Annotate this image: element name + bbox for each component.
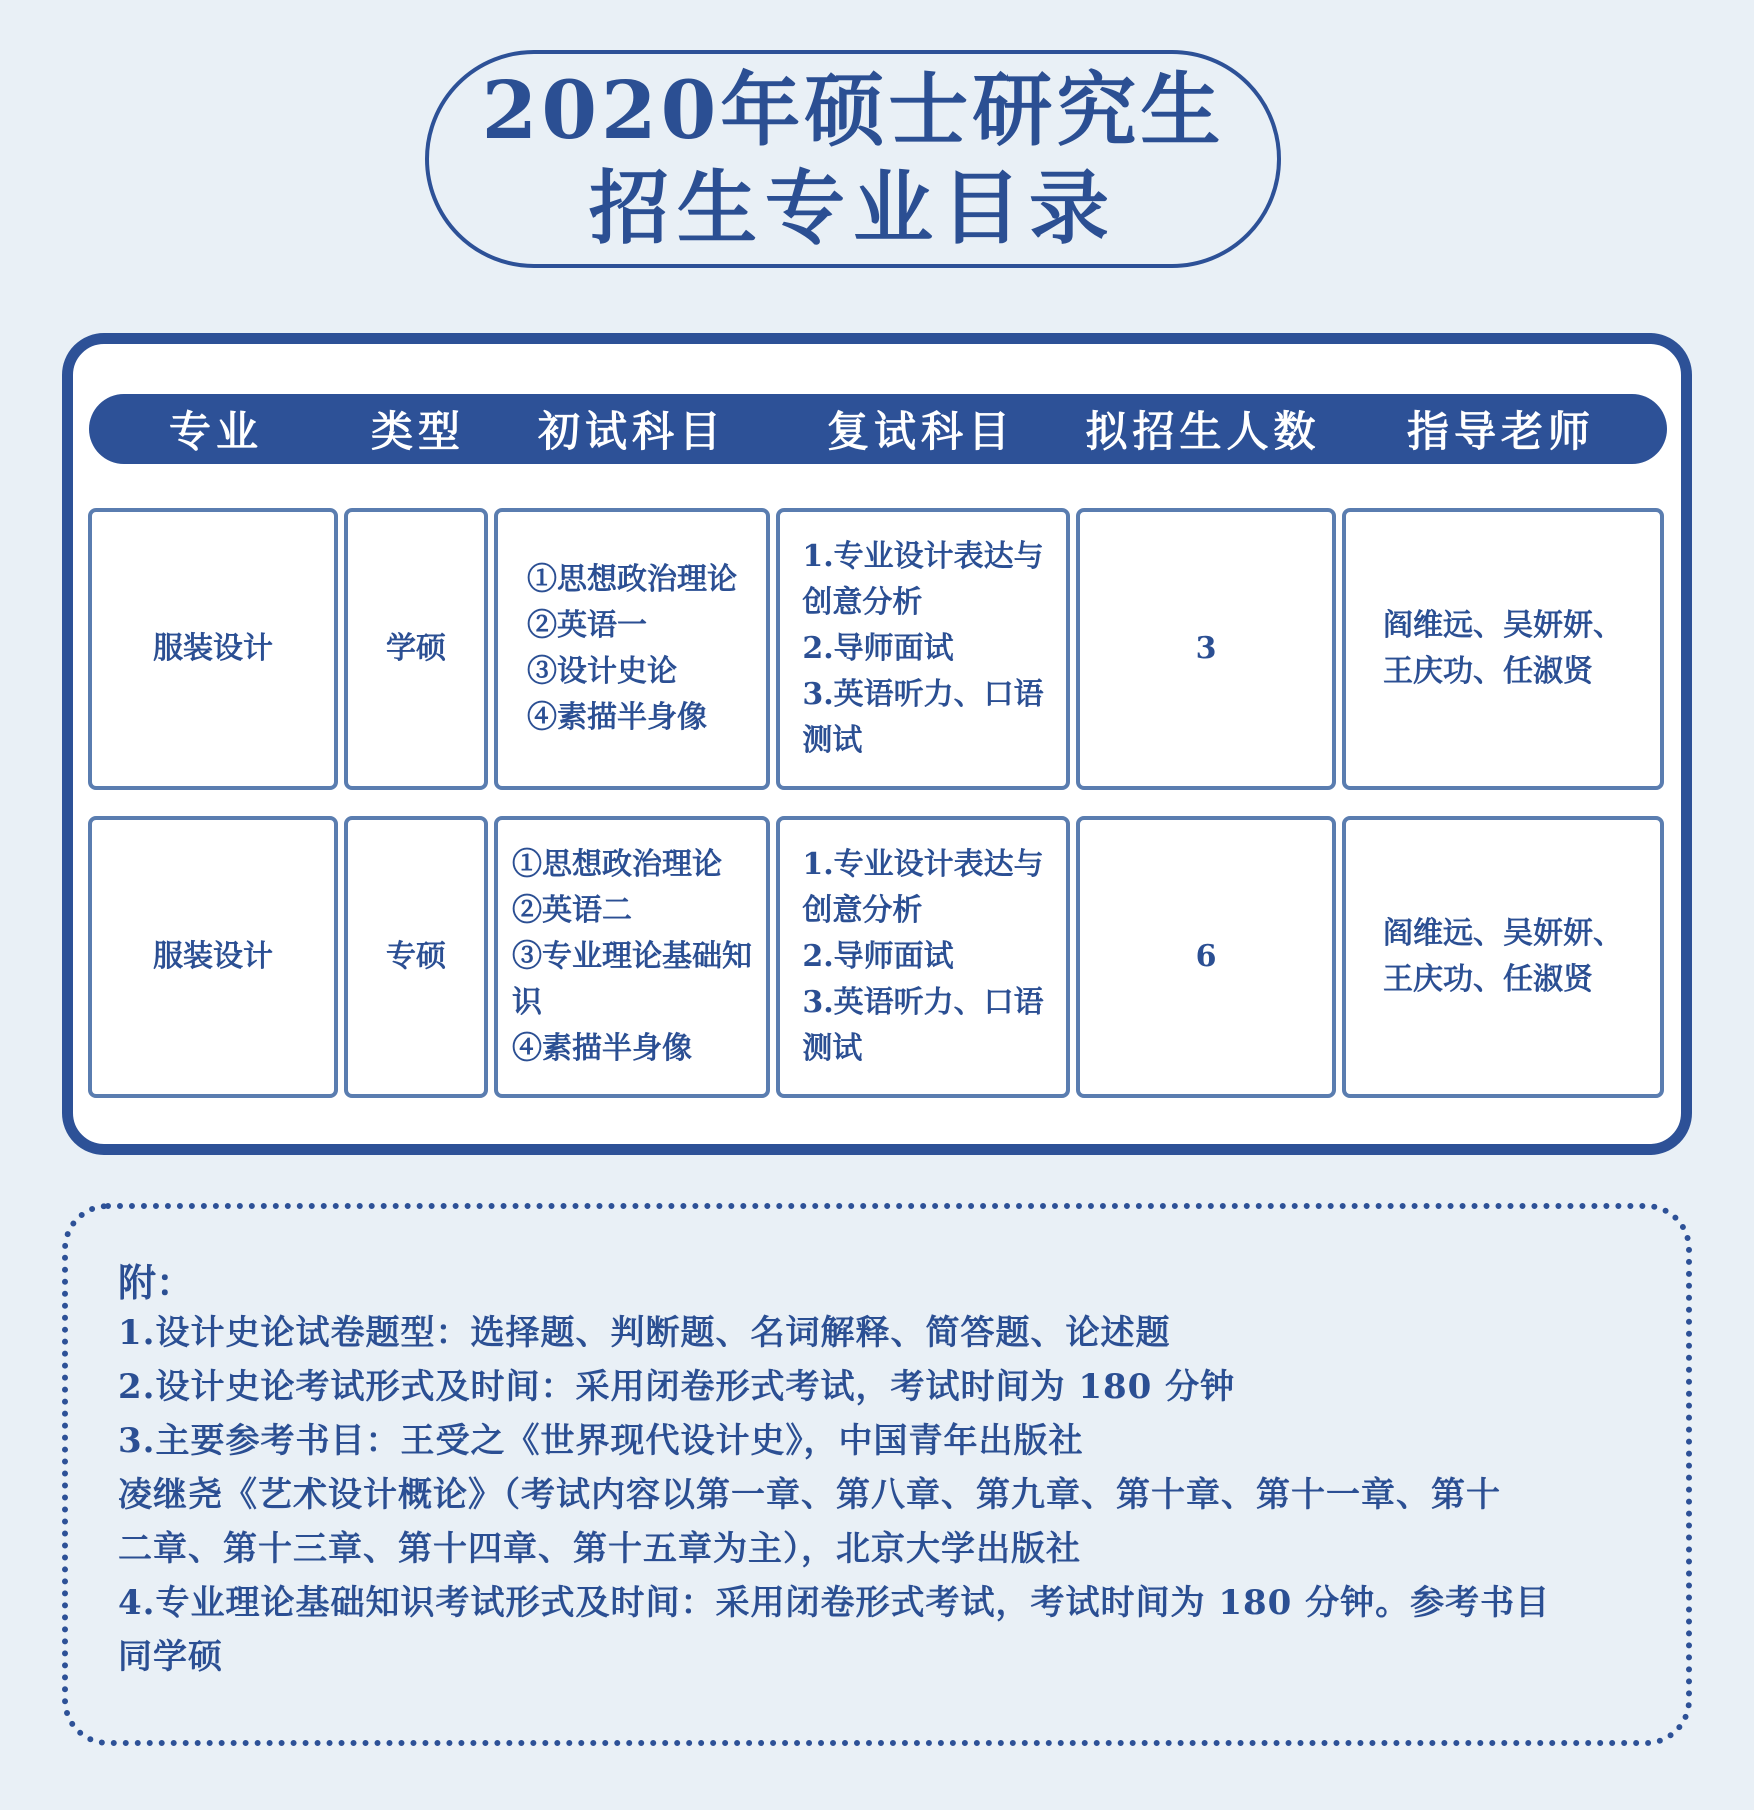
title-pill bbox=[425, 50, 1281, 268]
cell-text: ①思想政治理论 ②英语二 ③专业理论基础知 识 ④素描半身像 bbox=[512, 847, 752, 1066]
note-line-6: 4.专业理论基础知识考试形式及时间：采用闭卷形式考试，考试时间为 180 分钟。参考书目 bbox=[118, 1583, 1551, 1623]
cell-text: 服装设计 bbox=[153, 631, 273, 666]
page-title: 2020年硕士研究生 bbox=[481, 63, 1225, 157]
cell-text: 阎维远、吴妍妍、 王庆功、任淑贤 bbox=[1383, 608, 1623, 689]
notes-heading: 附： bbox=[118, 1260, 195, 1305]
note-line-4: 凌继尧《艺术设计概论》（考试内容以第一章、第八章、第九章、第十章、第十一章、第十 bbox=[118, 1475, 1501, 1515]
cell-text: 服装设计 bbox=[153, 939, 273, 974]
table-row-1-type bbox=[344, 508, 488, 790]
table-row-1-advisors bbox=[1342, 508, 1664, 790]
header-major: 专业 bbox=[168, 407, 263, 456]
table-row-1-retest bbox=[776, 508, 1070, 790]
cell-text: 阎维远、吴妍妍、 王庆功、任淑贤 bbox=[1383, 916, 1623, 997]
cell-text: ①思想政治理论 ②英语一 ③设计史论 ④素描半身像 bbox=[527, 562, 737, 735]
cell-text: 专硕 bbox=[386, 939, 446, 974]
note-line-2: 2.设计史论考试形式及时间：采用闭卷形式考试，考试时间为 180 分钟 bbox=[118, 1367, 1236, 1407]
cell-text: 学硕 bbox=[386, 631, 446, 666]
cell-text: 1.专业设计表达与 创意分析 2.导师面试 3.英语听力、口语 测试 bbox=[802, 539, 1044, 758]
table-row-2-major bbox=[88, 816, 338, 1098]
cell-text: 3 bbox=[1195, 631, 1217, 666]
header-quota: 拟招生人数 bbox=[1085, 407, 1321, 456]
note-line-3: 3.主要参考书目：王受之《世界现代设计史》，中国青年出版社 bbox=[118, 1421, 1084, 1461]
table-row-2-advisors bbox=[1342, 816, 1664, 1098]
header-retest: 复试科目 bbox=[826, 407, 1015, 456]
page-subtitle: 招生专业目录 bbox=[589, 161, 1117, 255]
table-row-1-initial-exam bbox=[494, 508, 770, 790]
header-initial-exam: 初试科目 bbox=[537, 407, 726, 456]
header-advisors: 指导老师 bbox=[1406, 407, 1595, 456]
note-line-1: 1.设计史论试卷题型：选择题、判断题、名词解释、简答题、论述题 bbox=[118, 1313, 1171, 1353]
table-row-1-quota bbox=[1076, 508, 1336, 790]
cell-text: 6 bbox=[1195, 939, 1217, 974]
note-line-5: 二章、第十三章、第十四章、第十五章为主），北京大学出版社 bbox=[118, 1529, 1081, 1569]
table-row-2-initial-exam bbox=[494, 816, 770, 1098]
note-line-7: 同学硕 bbox=[118, 1637, 223, 1677]
table-row-2-type bbox=[344, 816, 488, 1098]
table-row-2-quota bbox=[1076, 816, 1336, 1098]
cell-text: 1.专业设计表达与 创意分析 2.导师面试 3.英语听力、口语 测试 bbox=[802, 847, 1044, 1066]
table-row-2-retest bbox=[776, 816, 1070, 1098]
header-type: 类型 bbox=[370, 407, 465, 456]
table-row-1-major bbox=[88, 508, 338, 790]
table-header bbox=[89, 394, 1667, 464]
